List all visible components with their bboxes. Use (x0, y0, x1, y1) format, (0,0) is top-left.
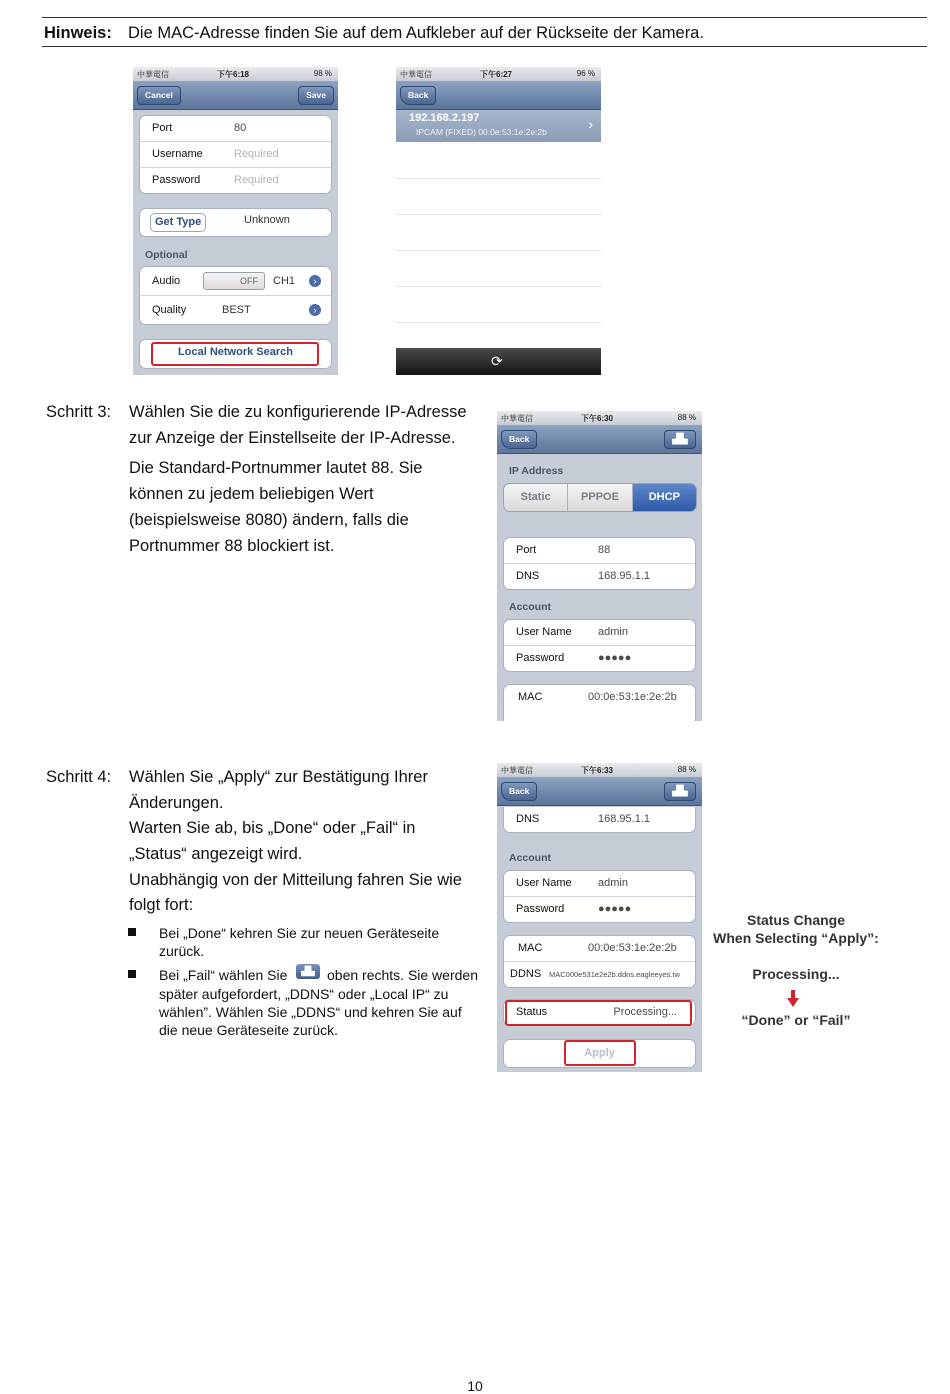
mac-group (503, 684, 696, 721)
chevron-right-icon[interactable]: › (309, 304, 321, 316)
highlight-box (505, 1000, 692, 1026)
battery-label: 88 % (677, 765, 696, 774)
nav-bar (497, 425, 702, 454)
quality-label: Quality (152, 304, 187, 316)
bullet2-line3: wählen”. Wählen Sie „DDNS“ und kehren Sie auf (159, 1004, 462, 1020)
phone-screenshot-add-device (133, 67, 338, 375)
step4-line3: Warten Sie ab, bis „Done“ oder „Fail“ in (129, 819, 416, 837)
bullet2-line1-start: Bei „Fail“ wählen Sie (159, 967, 288, 983)
user-name-label: User Name (516, 877, 572, 889)
carrier-label: 中華電信 (501, 766, 533, 775)
username-label: Username (152, 148, 203, 160)
segment-pppoe[interactable]: PPPOE (568, 484, 632, 511)
bullet-icon (128, 928, 136, 936)
step3-line2: zur Anzeige der Einstellseite der IP-Adresse. (129, 429, 456, 447)
ip-mode-segmented-control (503, 483, 697, 512)
user-name-value: admin (598, 877, 628, 889)
password-label: Password (152, 174, 201, 186)
step3-label: Schritt 3: (46, 403, 112, 421)
status-bar (497, 411, 702, 425)
port-label: Port (152, 122, 173, 134)
audio-toggle[interactable] (203, 272, 265, 290)
battery-label: 88 % (677, 413, 696, 422)
audio-toggle-label: OFF (240, 276, 258, 286)
ddns-value: MAC000e531e2e2b.ddns.eagleeyes.tw (549, 970, 680, 979)
network-group (503, 807, 696, 833)
port-row[interactable] (140, 116, 331, 142)
dns-value: 168.95.1.1 (598, 570, 650, 582)
type-value: Unknown (244, 214, 290, 226)
highlight-box (151, 342, 319, 366)
password-placeholder: Required (234, 174, 279, 186)
status-value: Processing... (613, 1006, 677, 1018)
status-bar (497, 763, 702, 777)
clock: 下午6:33 (581, 766, 614, 775)
mac-label: MAC (518, 691, 543, 703)
dns-row[interactable] (504, 564, 695, 589)
status-change-title2: When Selecting “Apply”: (713, 930, 879, 946)
port-value: 88 (598, 544, 611, 556)
divider (396, 322, 601, 323)
back-button[interactable]: Back (501, 782, 537, 801)
save-button[interactable]: Save (298, 86, 334, 105)
chevron-right-icon: › (588, 116, 593, 132)
step4-line2: Änderungen. (129, 794, 224, 812)
step3-line6: Portnummer 88 blockiert ist. (129, 537, 335, 555)
step3-line1: Wählen Sie die zu konfigurierende IP-Adresse (129, 403, 467, 421)
note-text: Die MAC-Adresse finden Sie auf dem Aufkleber auf der Rückseite der Kamera. (128, 24, 704, 42)
address-book-icon: ▟▙ (296, 964, 320, 979)
password-row[interactable] (504, 897, 695, 922)
result-details: IPCAM (FIXED) 00:0e:53:1e:2e:2b (416, 127, 547, 137)
device-info-group (503, 935, 696, 988)
username-placeholder: Required (234, 148, 279, 160)
clock: 下午6:27 (480, 70, 513, 79)
divider (396, 178, 601, 179)
optional-group (139, 266, 332, 325)
carrier-label: 中華電信 (400, 70, 432, 79)
step4-line1: Wählen Sie „Apply“ zur Bestätigung Ihrer (129, 768, 428, 786)
bullet-icon (128, 970, 136, 978)
local-network-search-button[interactable]: Local Network Search (178, 346, 293, 358)
phone-screenshot-ip-settings (497, 411, 702, 721)
nav-bar (396, 81, 601, 110)
segment-static[interactable]: Static (504, 484, 568, 511)
password-row[interactable] (504, 646, 695, 671)
password-label: Password (516, 652, 565, 664)
ddns-row (504, 962, 695, 987)
ddns-label: DDNS (510, 968, 542, 980)
carrier-label: 中華電信 (501, 414, 533, 423)
step3-line3: Die Standard-Portnummer lautet 88. Sie (129, 459, 423, 477)
user-name-label: User Name (516, 626, 572, 638)
step4-line4: „Status“ angezeigt wird. (129, 845, 303, 863)
ip-address-heading: IP Address (509, 465, 564, 477)
battery-label: 96 % (576, 69, 595, 78)
divider (396, 250, 601, 251)
bullet2-line1-end: oben rechts. Sie werden (327, 967, 478, 983)
status-change-title1: Status Change (746, 912, 845, 928)
network-group (503, 537, 696, 590)
result-item[interactable] (396, 110, 601, 142)
page-number: 10 (467, 1378, 483, 1394)
mac-value: 00:0e:53:1e:2e:2b (588, 691, 677, 703)
divider (396, 214, 601, 215)
port-label: Port (516, 544, 537, 556)
clock: 下午6:30 (581, 414, 614, 423)
port-value: 80 (234, 122, 247, 134)
bottom-rule (42, 46, 927, 47)
get-type-button[interactable]: Get Type (150, 213, 206, 232)
user-name-row[interactable] (504, 620, 695, 646)
bullet1-line1: Bei „Done“ kehren Sie zur neuen Geräteseite (159, 925, 440, 941)
step4-line5: Unabhängig von der Mitteilung fahren Sie wie (129, 871, 462, 889)
status-bar (396, 67, 601, 81)
step3-line5: (beispielsweise 8080) ändern, falls die (129, 511, 409, 529)
chevron-right-icon[interactable]: › (309, 275, 321, 287)
top-rule (42, 17, 927, 18)
carrier-label: 中華電信 (137, 70, 169, 79)
step4-line6: folgt fort: (129, 896, 194, 914)
step4-label: Schritt 4: (46, 768, 112, 786)
password-row[interactable] (140, 168, 331, 193)
address-book-icon[interactable]: ▟▙ (664, 782, 696, 801)
password-value: ●●●●● (598, 903, 632, 915)
audio-label: Audio (152, 275, 181, 287)
back-button[interactable]: Back (400, 86, 436, 105)
phone-screenshot-apply-status (497, 763, 702, 1072)
mac-label: MAC (518, 942, 543, 954)
username-row[interactable] (140, 142, 331, 168)
user-name-row[interactable] (504, 871, 695, 897)
status-processing: Processing... (752, 966, 840, 982)
audio-channel: CH1 (273, 275, 296, 287)
highlight-box (564, 1040, 636, 1066)
nav-bar (133, 81, 338, 110)
address-book-icon[interactable]: ▟▙ (664, 430, 696, 449)
optional-heading: Optional (145, 249, 188, 261)
account-group (503, 870, 696, 923)
dns-label: DNS (516, 813, 540, 825)
account-heading: Account (509, 852, 551, 864)
bullet1-line2: zurück. (159, 943, 205, 959)
type-group (139, 208, 332, 237)
credentials-group (139, 115, 332, 194)
account-group (503, 619, 696, 672)
status-result: “Done” or “Fail” (741, 1012, 851, 1028)
status-label: Status (516, 1006, 548, 1018)
mac-row (504, 936, 695, 962)
password-value: ●●●●● (598, 652, 632, 664)
dns-label: DNS (516, 570, 540, 582)
result-ip: 192.168.2.197 (409, 112, 480, 124)
mac-row (504, 685, 695, 710)
status-bar (133, 67, 338, 81)
toolbar (396, 348, 601, 375)
user-name-value: admin (598, 626, 628, 638)
password-label: Password (516, 903, 565, 915)
dns-row[interactable] (504, 807, 695, 832)
bullet2-line4: die neue Geräteseite zurück. (159, 1022, 338, 1038)
note-label: Hinweis: (44, 24, 112, 42)
mac-value: 00:0e:53:1e:2e:2b (588, 942, 677, 954)
nav-bar (497, 777, 702, 806)
arrow-down-icon (787, 990, 799, 1008)
account-heading: Account (509, 601, 551, 613)
apply-button[interactable]: Apply (584, 1047, 615, 1059)
bullet2-line2: später aufgefordert, „DDNS“ oder „Local IP“ zu (159, 986, 449, 1002)
divider (396, 286, 601, 287)
cancel-button[interactable]: Cancel (137, 86, 181, 105)
segment-dhcp[interactable]: DHCP (633, 484, 696, 511)
quality-value: BEST (222, 304, 251, 316)
step3-line4: können zu jedem beliebigen Wert (129, 485, 374, 503)
back-button[interactable]: Back (501, 430, 537, 449)
dns-value: 168.95.1.1 (598, 813, 650, 825)
refresh-icon[interactable]: ⟳ (491, 353, 503, 369)
clock: 下午6:18 (217, 70, 250, 79)
audio-row (140, 267, 331, 296)
quality-row[interactable] (140, 296, 331, 324)
battery-label: 98 % (313, 69, 332, 78)
port-row[interactable] (504, 538, 695, 564)
phone-screenshot-search-results (396, 67, 601, 375)
